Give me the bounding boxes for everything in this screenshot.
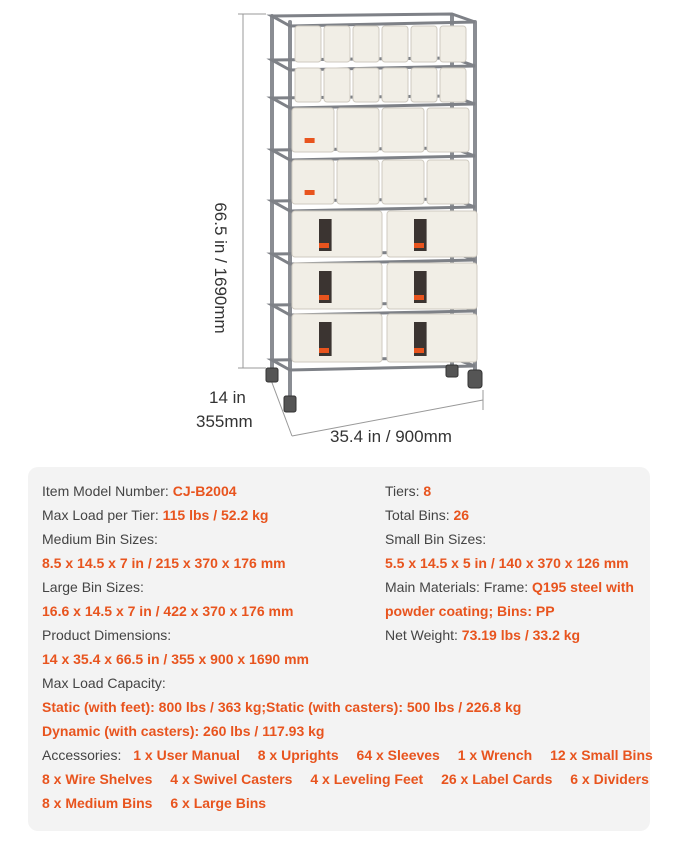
- height-dimension: 66.5 in / 1690mm: [211, 202, 230, 334]
- storage-bin: [295, 68, 321, 102]
- net-weight-label: Net Weight:: [385, 627, 458, 643]
- tiers-row: [385, 482, 431, 500]
- total-bins-row: [385, 506, 469, 524]
- main-materials-row: [385, 578, 634, 596]
- accessories-row-3: [42, 794, 280, 812]
- accessory-item: 6 x Dividers: [570, 771, 649, 787]
- accessory-item: 1 x User Manual: [133, 747, 240, 763]
- accessory-item: 6 x Large Bins: [170, 795, 267, 811]
- accessory-item: 8 x Medium Bins: [42, 795, 153, 811]
- storage-bin: [292, 314, 382, 362]
- item-model-value: CJ-B2004: [172, 483, 237, 499]
- total-bins-value: 26: [453, 507, 470, 523]
- item-model-row: [42, 482, 237, 500]
- storage-bin: [292, 160, 334, 204]
- storage-bin: [295, 26, 321, 62]
- product-dim-label: Product Dimensions:: [42, 627, 172, 643]
- storage-bin: [382, 68, 408, 102]
- max-load-tier-value: 115 lbs / 52.2 kg: [162, 507, 269, 523]
- storage-bin: [411, 68, 437, 102]
- storage-bin: [427, 160, 469, 204]
- accessory-item: 26 x Label Cards: [441, 771, 553, 787]
- storage-bin: [382, 26, 408, 62]
- small-bin-value: 5.5 x 14.5 x 5 in / 140 x 370 x 126 mm: [385, 555, 629, 571]
- accessory-item: 4 x Swivel Casters: [170, 771, 293, 787]
- accessory-item: 1 x Wrench: [457, 747, 533, 763]
- accessories-row-2: [42, 770, 649, 788]
- small-bin-label: Small Bin Sizes:: [385, 531, 487, 547]
- main-materials-value-1: Q195 steel with: [532, 579, 634, 595]
- accessories-label: Accessories:: [42, 747, 122, 763]
- storage-bin: [353, 26, 379, 62]
- max-load-cap-value-1: Static (with feet): 800 lbs / 363 kg;Static (with casters): 500 lbs / 226.8 kg: [42, 699, 522, 715]
- large-bin-value: 16.6 x 14.5 x 7 in / 422 x 370 x 176 mm: [42, 603, 294, 619]
- storage-bin: [337, 160, 379, 204]
- storage-bin: [324, 68, 350, 102]
- storage-bin: [292, 263, 382, 309]
- storage-bin: [292, 108, 334, 152]
- medium-bin-value: 8.5 x 14.5 x 7 in / 215 x 370 x 176 mm: [42, 555, 286, 571]
- tiers-label: Tiers:: [385, 483, 420, 499]
- item-model-label: Item Model Number:: [42, 483, 169, 499]
- depth-dimension-in: 14 in: [209, 388, 246, 407]
- main-materials-value-2: powder coating; Bins: PP: [385, 603, 555, 619]
- depth-dimension-mm: 355mm: [196, 412, 253, 431]
- main-materials-label: Main Materials: Frame:: [385, 579, 529, 595]
- storage-bin: [353, 68, 379, 102]
- max-load-cap-value-2: Dynamic (with casters): 260 lbs / 117.93 kg: [42, 723, 325, 739]
- accessory-item: 4 x Leveling Feet: [310, 771, 424, 787]
- accessory-item: 12 x Small Bins: [550, 747, 653, 763]
- storage-bin: [387, 263, 477, 309]
- storage-bin: [387, 211, 477, 257]
- storage-bin: [337, 108, 379, 152]
- max-load-cap-label: Max Load Capacity:: [42, 675, 166, 691]
- accessories-row-1: [42, 746, 667, 764]
- medium-bin-label: Medium Bin Sizes:: [42, 531, 158, 547]
- width-dimension: 35.4 in / 900mm: [330, 427, 452, 446]
- specifications-card: [28, 467, 653, 831]
- storage-bin: [292, 211, 382, 257]
- accessory-item: 64 x Sleeves: [356, 747, 440, 763]
- storage-bin: [382, 108, 424, 152]
- max-load-tier-row: [42, 506, 268, 524]
- storage-bin: [440, 68, 466, 102]
- storage-bin: [324, 26, 350, 62]
- wire-shelf: [272, 14, 475, 26]
- net-weight-value: 73.19 lbs / 33.2 kg: [461, 627, 581, 643]
- storage-bin: [382, 160, 424, 204]
- accessory-item: 8 x Uprights: [257, 747, 339, 763]
- storage-bin: [440, 26, 466, 62]
- tiers-value: 8: [423, 483, 432, 499]
- accessory-item: 8 x Wire Shelves: [42, 771, 153, 787]
- max-load-tier-label: Max Load per Tier:: [42, 507, 159, 523]
- storage-bin: [427, 108, 469, 152]
- large-bin-label: Large Bin Sizes:: [42, 579, 144, 595]
- net-weight-row: [385, 626, 580, 644]
- total-bins-label: Total Bins:: [385, 507, 450, 523]
- storage-bin: [411, 26, 437, 62]
- storage-bin: [387, 314, 477, 362]
- product-dim-value: 14 x 35.4 x 66.5 in / 355 x 900 x 1690 mm: [42, 651, 309, 667]
